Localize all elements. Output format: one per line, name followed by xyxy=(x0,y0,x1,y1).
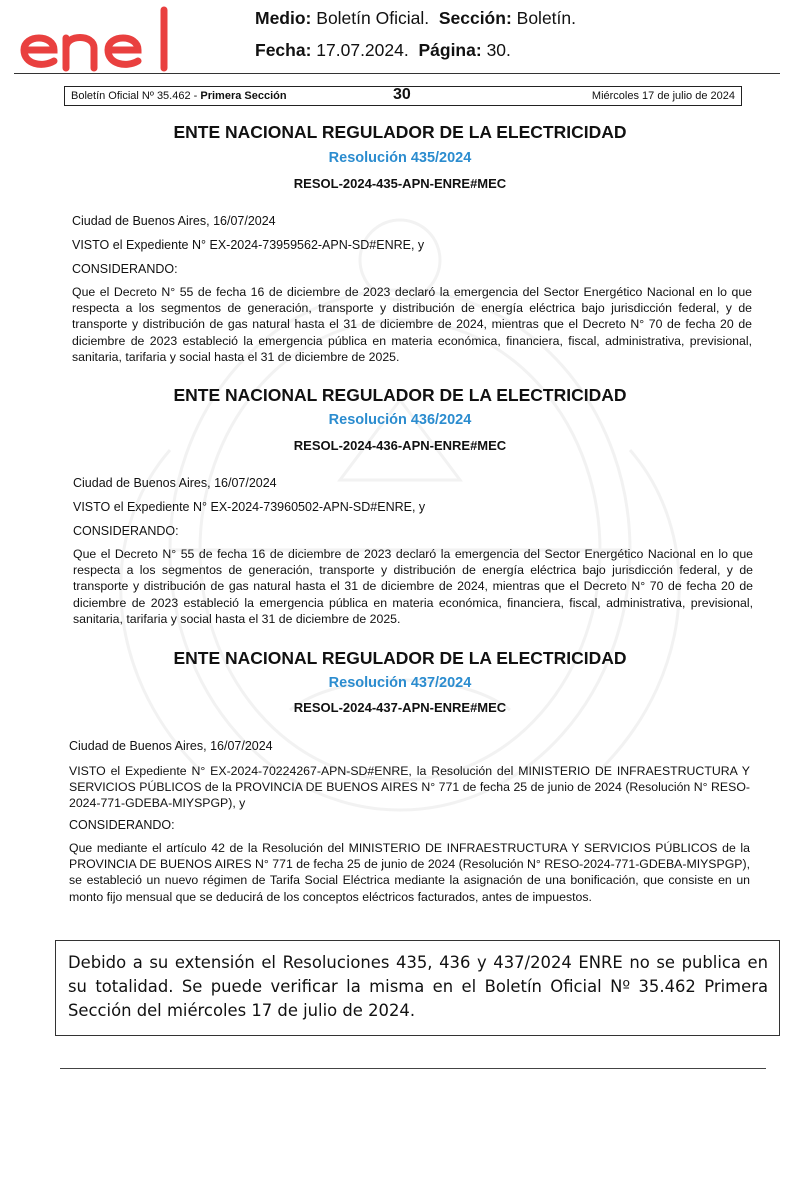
boletin-page-number: 30 xyxy=(393,86,411,103)
boletin-edition xyxy=(71,90,287,102)
section-1-code: RESOL-2024-435-APN-ENRE#MEC xyxy=(293,176,507,191)
medio-value: Boletín Oficial. xyxy=(316,8,430,28)
section-2-considerando: CONSIDERANDO: xyxy=(73,524,179,538)
boletin-section: Primera Sección xyxy=(200,90,287,102)
header-line-medio xyxy=(255,8,576,29)
section-1-considerando: CONSIDERANDO: xyxy=(72,262,178,276)
section-3-code: RESOL-2024-437-APN-ENRE#MEC xyxy=(293,700,507,715)
section-2-resolution: Resolución 436/2024 xyxy=(328,412,472,428)
section-1-city-date: Ciudad de Buenos Aires, 16/07/2024 xyxy=(72,214,276,228)
section-2-title: ENTE NACIONAL REGULADOR DE LA ELECTRICIDAD xyxy=(173,385,627,405)
section-3-visto: VISTO el Expediente N° EX-2024-70224267-APN-SD#ENRE, la Resolución del MINISTERIO DE INFRAESTRUCTURA Y SERVICIOS PÚBLICOS de la PROVINCIA DE BUENOS AIRES N° 771 de fecha 25 de junio de 2024 (Resolución N° RESO-2024-771-GDEBA-MIYSPGP), y xyxy=(69,764,750,811)
section-2-city-date: Ciudad de Buenos Aires, 16/07/2024 xyxy=(73,476,277,490)
fecha-label: Fecha: xyxy=(255,40,312,60)
boletin-date: Miércoles 17 de julio de 2024 xyxy=(591,90,735,102)
fecha-value: 17.07.2024. xyxy=(316,40,409,60)
section-2-paragraph: Que el Decreto N° 55 de fecha 16 de diciembre de 2023 declaró la emergencia del Sector Energético Nacional en lo que respecta a los segmentos de generación, transporte y distribución de energía eléctrica bajo jurisdicción federal, y de transporte y distribución de gas natural hasta el 31 de diciembre de 2024, mientras que el Decreto N° 70 de fecha 20 de diciembre de 2023 estableció la emergencia pública en materia económica, financiera, fiscal, administrativa, previsional, sanitaria, tarifaria y social hasta el 31 de diciembre de 2025. xyxy=(73,547,753,626)
section-3-resolution: Resolución 437/2024 xyxy=(328,675,472,691)
section-1-paragraph: Que el Decreto N° 55 de fecha 16 de diciembre de 2023 declaró la emergencia del Sector Energético Nacional en lo que respecta a los segmentos de generación, transporte y distribución de energía eléctrica bajo jurisdicción federal, y de transporte y distribución de gas natural hasta el 31 de diciembre de 2024, mientras que el Decreto N° 70 de fecha 20 de diciembre de 2023 estableció la emergencia pública en materia económica, financiera, fiscal, administrativa, previsional, sanitaria, tarifaria y social hasta el 31 de diciembre de 2025. xyxy=(72,285,752,364)
header-line-fecha xyxy=(255,40,511,61)
publication-note-box xyxy=(55,940,780,1036)
section-3-city-date: Ciudad de Buenos Aires, 16/07/2024 xyxy=(69,739,273,753)
publication-note-text: Debido a su extensión el Resoluciones 435, 436 y 437/2024 ENRE no se publica en su totalidad. Se puede verificar la misma en el Boletín Oficial Nº 35.462 Primera Sección del miércoles 17 de julio de 2024. xyxy=(68,953,768,1020)
footer-divider xyxy=(60,1068,766,1069)
section-3-paragraph: Que mediante el artículo 42 de la Resolución del MINISTERIO DE INFRAESTRUCTURA Y SERVICIOS PÚBLICOS de la PROVINCIA DE BUENOS AIRES N° 771 de fecha 25 de junio de 2024 (Resolución N° RESO-2024-771-GDEBA-MIYSPGP), se estableció un nuevo régimen de Tarifa Social Eléctrica mediante la asignación de una bonificación, que consiste en un monto fijo mensual que se deducirá de los conceptos eléctricos facturados, antes de impuestos. xyxy=(69,841,750,904)
medio-label: Medio: xyxy=(255,8,312,28)
section-3-considerando: CONSIDERANDO: xyxy=(69,818,175,832)
boletin-edition-text: Boletín Oficial Nº 35.462 - xyxy=(71,90,198,102)
section-2-code: RESOL-2024-436-APN-ENRE#MEC xyxy=(293,438,507,453)
seccion-label: Sección: xyxy=(438,8,512,28)
enel-logo xyxy=(14,6,184,74)
section-2-visto: VISTO el Expediente N° EX-2024-73960502-APN-SD#ENRE, y xyxy=(73,500,426,514)
section-1-title: ENTE NACIONAL REGULADOR DE LA ELECTRICIDAD xyxy=(173,122,627,142)
boletin-header xyxy=(64,86,742,106)
pagina-label: Página: xyxy=(418,40,482,60)
section-1-visto: VISTO el Expediente N° EX-2024-73959562-APN-SD#ENRE, y xyxy=(72,238,425,252)
seccion-value: Boletín. xyxy=(516,8,577,28)
section-3-title: ENTE NACIONAL REGULADOR DE LA ELECTRICIDAD xyxy=(173,648,627,668)
section-1-resolution: Resolución 435/2024 xyxy=(328,150,472,166)
pagina-value: 30. xyxy=(486,40,511,60)
header-divider xyxy=(14,73,780,74)
